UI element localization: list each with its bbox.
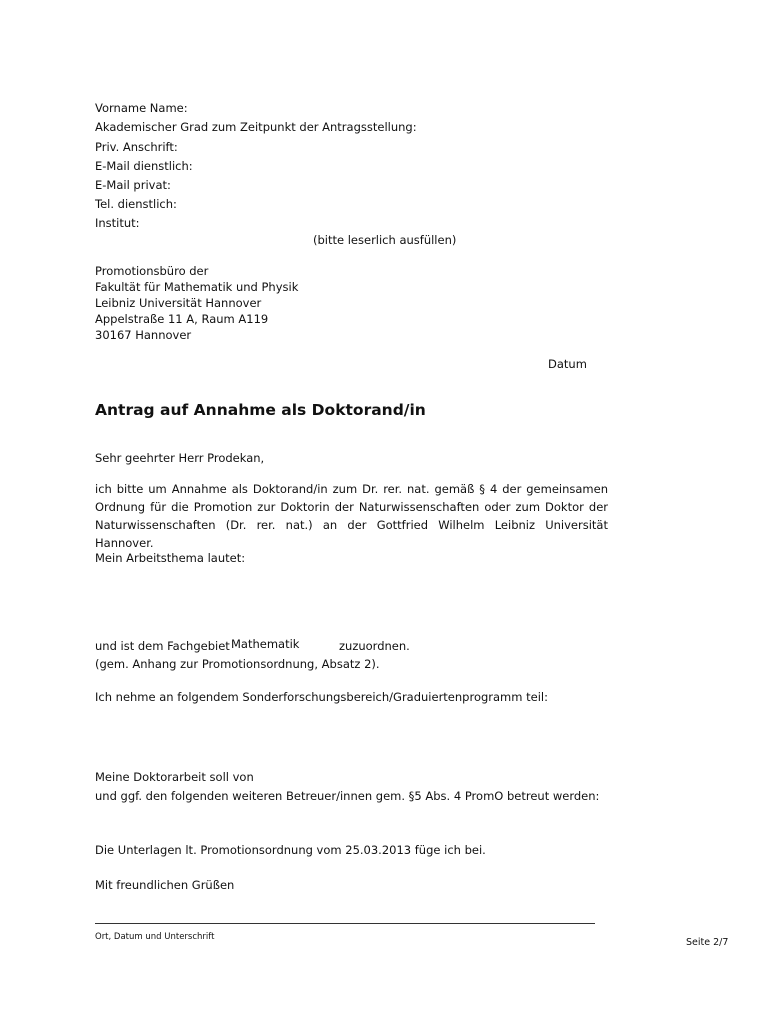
cosupervisor-line: und ggf. den folgenden weiteren Betreuer/innen gem. §5 Abs. 4 PromO betreut werden: — [95, 789, 600, 803]
field-work-phone-label: Tel. dienstlich: — [95, 197, 177, 211]
recipient-line: Fakultät für Mathematik und Physik — [95, 280, 299, 294]
field-institute-label: Institut: — [95, 216, 140, 230]
documents-line: Die Unterlagen lt. Promotionsordnung vom 25.03.2013 füge ich bei. — [95, 843, 486, 857]
salutation: Sehr geehrter Herr Prodekan, — [95, 451, 265, 465]
request-paragraph: ich bitte um Annahme als Doktorand/in zum Dr. rer. nat. gemäß § 4 der gemeinsamen Ordnung für die Promotion zur Doktorin der Naturwissenschaften oder zum Doktor der Naturwissenschaften (Dr. rer. nat.) an der Gottfried Wilhelm Leibniz Universität Hannover. — [95, 482, 608, 550]
field-name-label: Vorname Name: — [95, 101, 188, 115]
document-title: Antrag auf Annahme als Doktorand/in — [95, 401, 426, 419]
supervisor-line: Meine Doktorarbeit soll von — [95, 770, 254, 784]
field-note: (gem. Anhang zur Promotionsordnung, Absatz 2). — [95, 657, 380, 671]
field-private-email-label: E-Mail privat: — [95, 178, 171, 192]
topic-label: Mein Arbeitsthema lautet: — [95, 551, 246, 565]
recipient-line: Appelstraße 11 A, Raum A119 — [95, 312, 269, 326]
recipient-line: Leibniz Universität Hannover — [95, 296, 262, 310]
signature-line — [95, 923, 595, 924]
field-work-email-label: E-Mail dienstlich: — [95, 159, 193, 173]
fill-hint: (bitte leserlich ausfüllen) — [313, 233, 457, 247]
field-line-suffix: zuzuordnen. — [339, 639, 410, 653]
subject-field-input[interactable]: Mathematik — [231, 637, 300, 651]
field-academic-degree-label: Akademischer Grad zum Zeitpunkt der Antragsstellung: — [95, 120, 417, 134]
page-number: Seite 2/7 — [686, 937, 729, 948]
field-private-address-label: Priv. Anschrift: — [95, 140, 178, 154]
recipient-line: 30167 Hannover — [95, 328, 192, 342]
recipient-address — [95, 263, 298, 343]
date-label: Datum — [548, 357, 587, 371]
recipient-line: Promotionsbüro der — [95, 264, 209, 278]
closing: Mit freundlichen Grüßen — [95, 878, 235, 892]
signature-caption: Ort, Datum und Unterschrift — [95, 932, 215, 942]
field-line-prefix: und ist dem Fachgebiet — [95, 639, 230, 653]
sfb-label: Ich nehme an folgendem Sonderforschungsbereich/Graduiertenprogramm teil: — [95, 690, 548, 704]
